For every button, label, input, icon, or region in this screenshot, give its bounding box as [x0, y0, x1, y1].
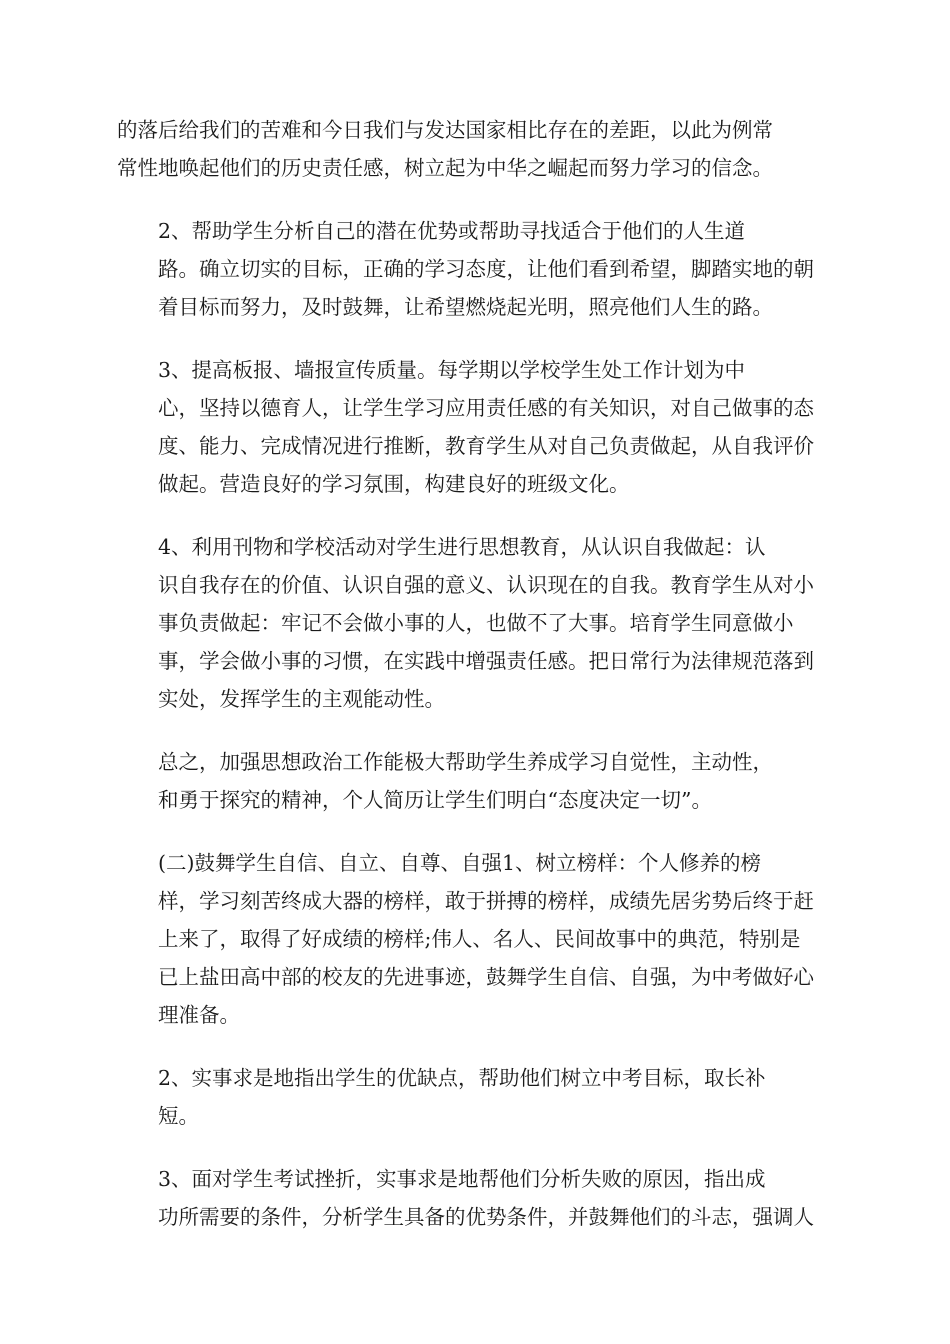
paragraph — [117, 844, 837, 1034]
text-line: 3、提高板报、墙报宣传质量。每学期以学校学生处工作计划为中 — [158, 358, 746, 382]
paragraph — [117, 351, 837, 503]
text-line: 度、能力、完成情况进行推断，教育学生从对自己负责做起，从自我评价 — [158, 434, 814, 458]
paragraph — [117, 743, 837, 819]
text-line: (二)鼓舞学生自信、自立、自尊、自强1、树立榜样：个人修养的榜 — [158, 851, 762, 875]
text-line: 识自我存在的价值、认识自强的意义、认识现在的自我。教育学生从对小 — [158, 573, 814, 597]
text-line: 2、帮助学生分析自己的潜在优势或帮助寻找适合于他们的人生道 — [158, 219, 746, 243]
paragraph — [117, 1160, 837, 1236]
text-line: 着目标而努力，及时鼓舞，让希望燃烧起光明，照亮他们人生的路。 — [158, 295, 773, 319]
text-line: 上来了，取得了好成绩的榜样;伟人、名人、民间故事中的典范，特别是 — [158, 927, 801, 951]
text-line: 心，坚持以德育人，让学生学习应用责任感的有关知识，对自己做事的态 — [158, 396, 814, 420]
paragraph — [117, 212, 837, 326]
document-body — [117, 111, 837, 1261]
paragraph — [117, 528, 837, 718]
text-line: 和勇于探究的精神，个人简历让学生们明白“态度决定一切”。 — [158, 788, 712, 812]
text-line: 实处，发挥学生的主观能动性。 — [158, 687, 445, 711]
text-line: 已上盐田高中部的校友的先进事迹，鼓舞学生自信、自强，为中考做好心 — [158, 965, 814, 989]
text-line: 事，学会做小事的习惯，在实践中增强责任感。把日常行为法律规范落到 — [158, 649, 814, 673]
text-line: 2、实事求是地指出学生的优缺点，帮助他们树立中考目标，取长补 — [158, 1066, 766, 1090]
text-line: 短。 — [158, 1104, 199, 1128]
text-line: 做起。营造良好的学习氛围，构建良好的班级文化。 — [158, 472, 630, 496]
paragraph — [117, 1059, 837, 1135]
text-line: 的落后给我们的苦难和今日我们与发达国家相比存在的差距，以此为例常 — [117, 118, 773, 142]
text-line: 功所需要的条件，分析学生具备的优势条件，并鼓舞他们的斗志，强调人 — [158, 1205, 814, 1229]
text-line: 常性地唤起他们的历史责任感，树立起为中华之崛起而努力学习的信念。 — [117, 156, 773, 180]
text-line: 样，学习刻苦终成大器的榜样，敢于拼搏的榜样，成绩先居劣势后终于赶 — [158, 889, 814, 913]
text-line: 总之，加强思想政治工作能极大帮助学生养成学习自觉性，主动性， — [158, 750, 773, 774]
paragraph — [117, 111, 837, 187]
text-line: 事负责做起：牢记不会做小事的人，也做不了大事。培育学生同意做小 — [158, 611, 794, 635]
text-line: 路。确立切实的目标，正确的学习态度，让他们看到希望，脚踏实地的朝 — [158, 257, 814, 281]
text-line: 4、利用刊物和学校活动对学生进行思想教育，从认识自我做起：认 — [158, 535, 766, 559]
text-line: 理准备。 — [158, 1003, 240, 1027]
text-line: 3、面对学生考试挫折，实事求是地帮他们分析失败的原因，指出成 — [158, 1167, 766, 1191]
